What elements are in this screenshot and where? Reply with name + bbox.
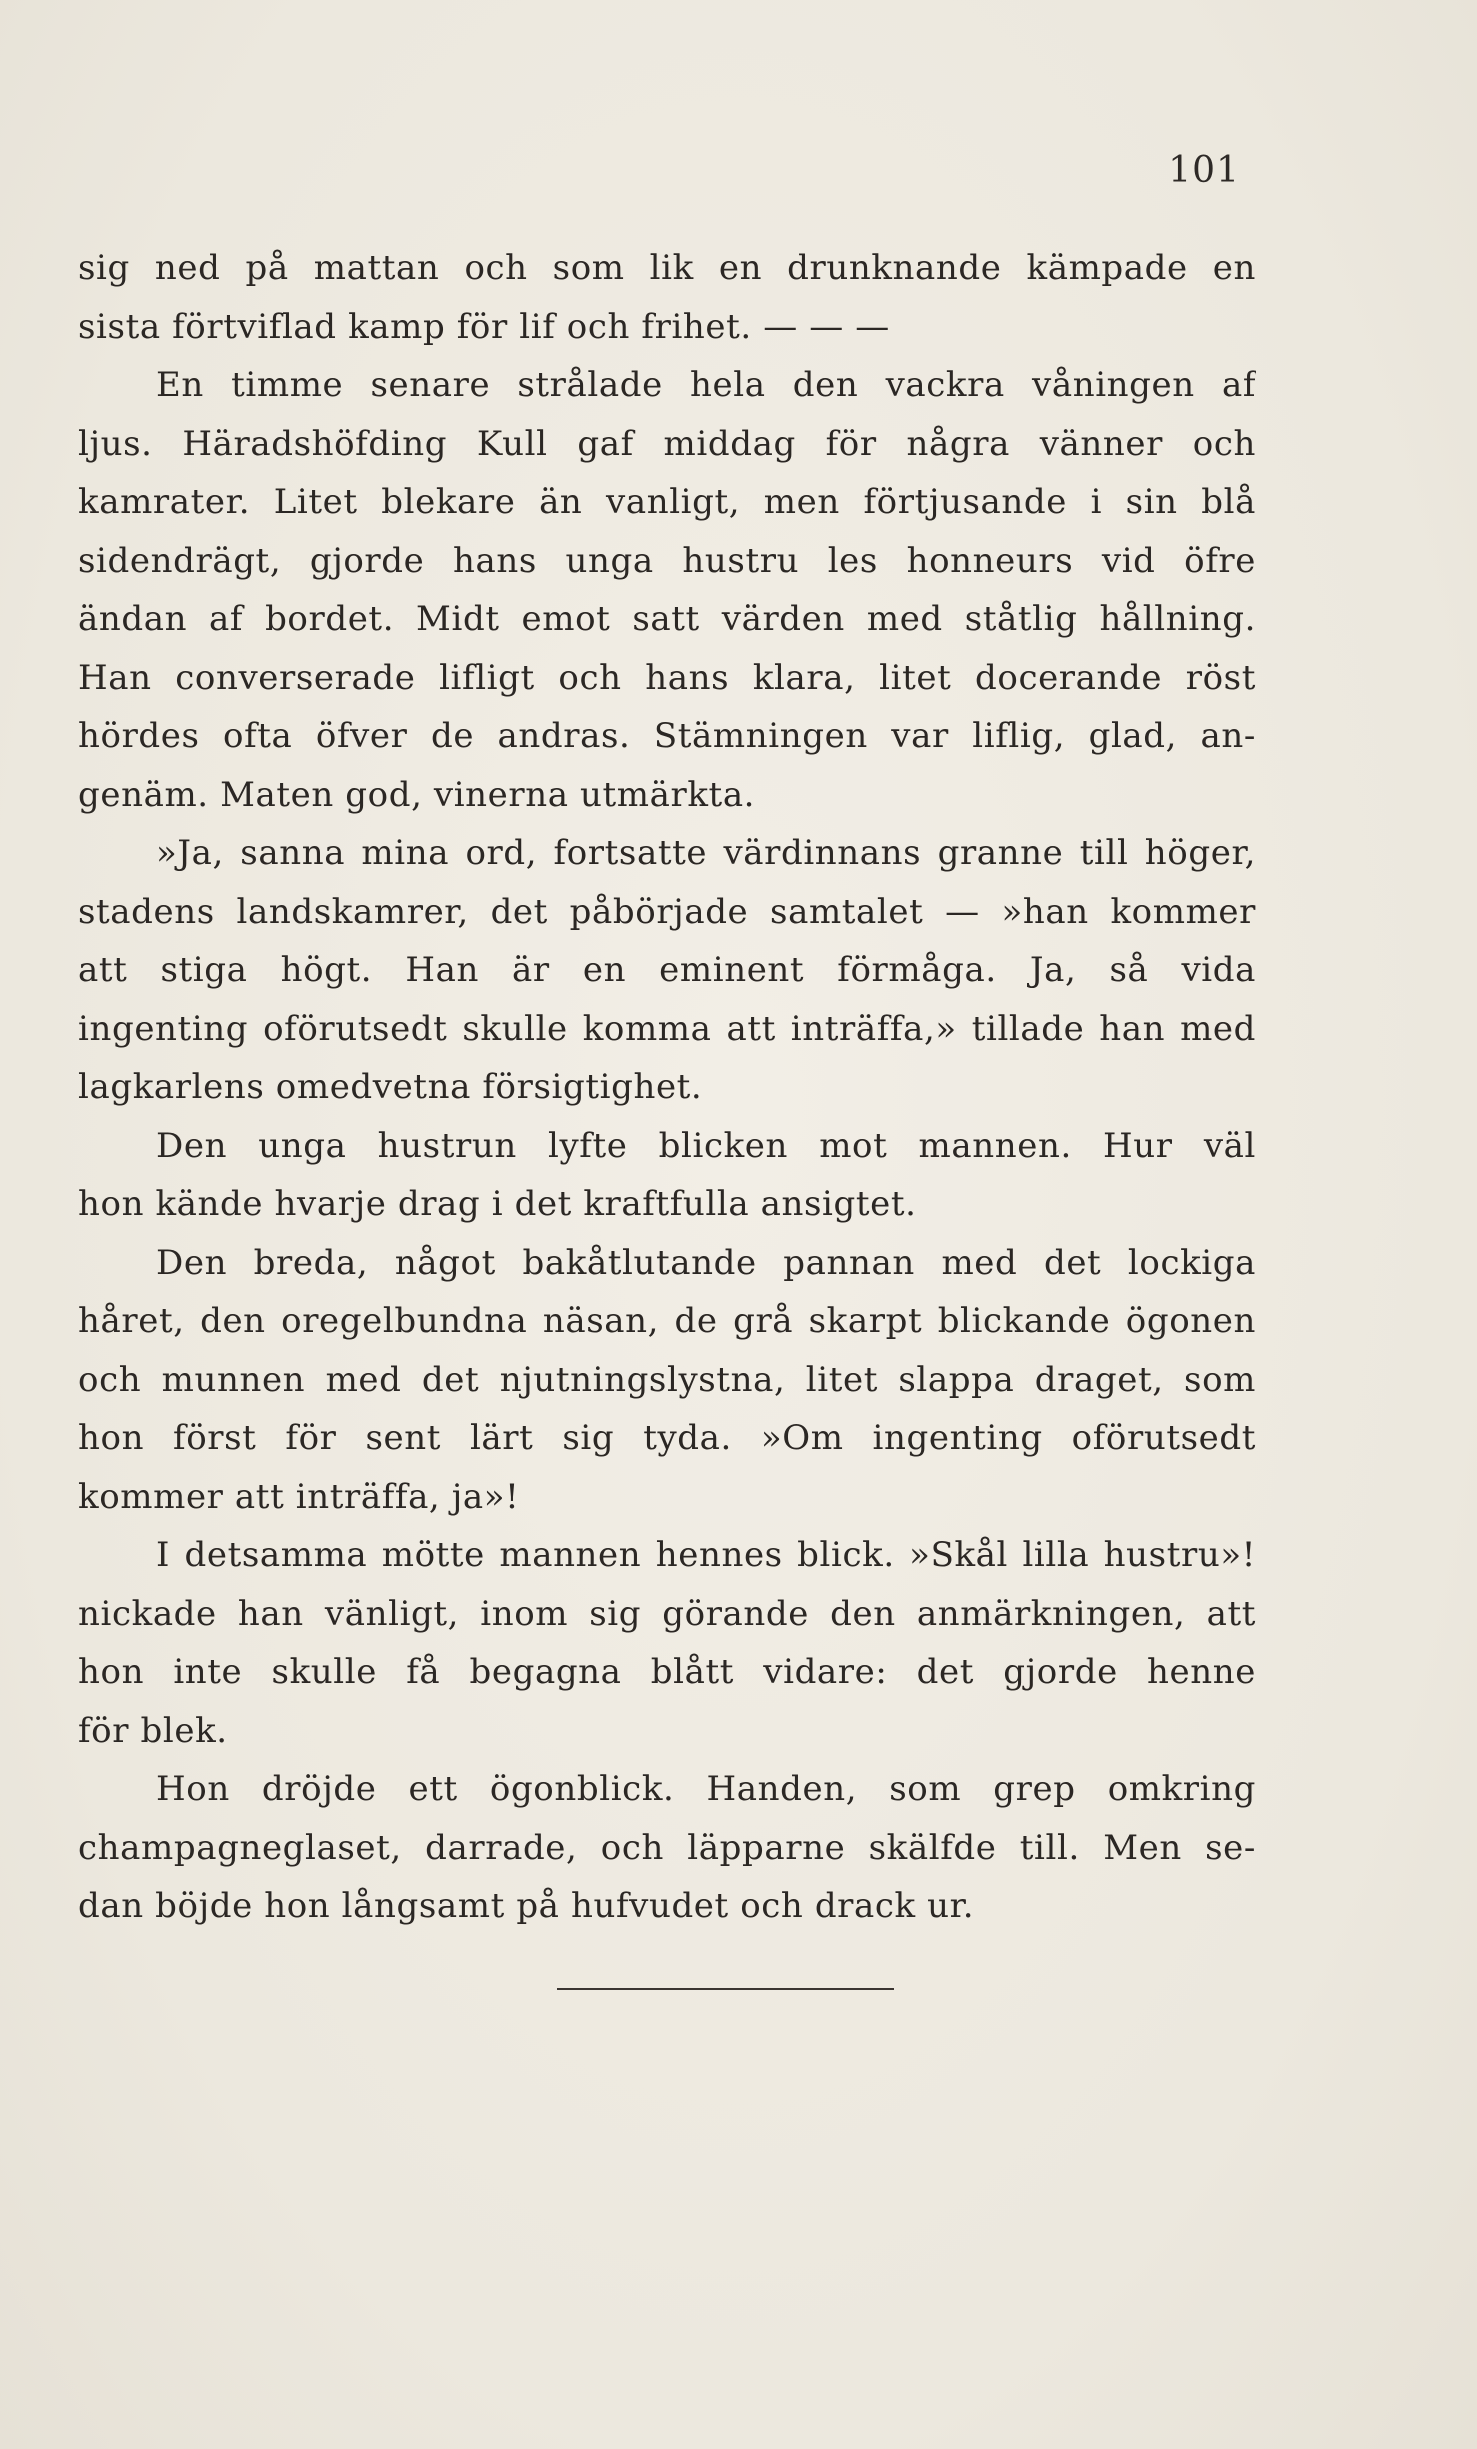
text-line: Den breda, något bakåtlutande pannan med det lockiga [156, 1242, 1256, 1283]
text-line: sig ned på mattan och som lik en drunknande kämpade en [78, 248, 1256, 288]
text-line: nickade han vänligt, inom sig görande den anmärkningen, att [78, 1593, 1256, 1634]
text-line: champagneglaset, darrade, och läpparne skälfde till. Men se- [78, 1827, 1256, 1868]
text-line: genäm. Maten god, vinerna utmärkta. [78, 774, 756, 815]
text-line: hon inte skulle få begagna blått vidare: det gjorde henne [78, 1652, 1256, 1692]
section-end-rule [557, 1988, 894, 1990]
text-line: att stiga högt. Han är en eminent förmåga. Ja, så vida [78, 950, 1256, 990]
text-line: för blek. [78, 1710, 228, 1751]
text-line: Han converserade lifligt och hans klara, litet docerande röst [78, 657, 1256, 698]
text-line: En timme senare strålade hela den vackra våningen af [156, 365, 1256, 405]
text-line: ändan af bordet. Midt emot satt värden med ståtlig hållning. [78, 599, 1256, 639]
text-line: hördes ofta öfver de andras. Stämningen var liflig, glad, an- [78, 716, 1256, 756]
text-line: I detsamma mötte mannen hennes blick. »Skål lilla hustru»! [156, 1535, 1256, 1575]
text-line: sista förtviflad kamp för lif och frihet. — — — [78, 306, 890, 347]
body-text [78, 239, 1256, 1936]
text-line: dan böjde hon långsamt på hufvudet och drack ur. [78, 1886, 975, 1926]
text-line: »Ja, sanna mina ord, fortsatte värdinnans granne till höger, [156, 833, 1256, 873]
text-line: stadens landskamrer, det påbörjade samtalet — »han kommer [78, 891, 1256, 932]
text-line: ljus. Häradshöfding Kull gaf middag för några vänner och [78, 423, 1256, 464]
text-line: håret, den oregelbundna näsan, de grå skarpt blickande ögonen [78, 1301, 1256, 1341]
text-line: lagkarlens omedvetna försigtighet. [78, 1067, 703, 1107]
text-line: hon först för sent lärt sig tyda. »Om ingenting oförutsedt [78, 1418, 1256, 1458]
text-line: Hon dröjde ett ögonblick. Handen, som grep omkring [156, 1769, 1256, 1809]
text-line: kommer att inträffa, ja»! [78, 1476, 520, 1517]
text-line: ingenting oförutsedt skulle komma att inträffa,» tillade han med [78, 1008, 1256, 1049]
text-line: hon kände hvarje drag i det kraftfulla ansigtet. [78, 1184, 917, 1224]
text-line: sidendrägt, gjorde hans unga hustru les honneurs vid öfre [78, 540, 1256, 581]
text-line: kamrater. Litet blekare än vanligt, men förtjusande i sin blå [78, 482, 1256, 522]
text-line: och munnen med det njutningslystna, litet slappa draget, som [78, 1359, 1256, 1400]
text-line: Den unga hustrun lyfte blicken mot mannen. Hur väl [156, 1125, 1256, 1166]
page-number: 101 [1168, 150, 1240, 191]
